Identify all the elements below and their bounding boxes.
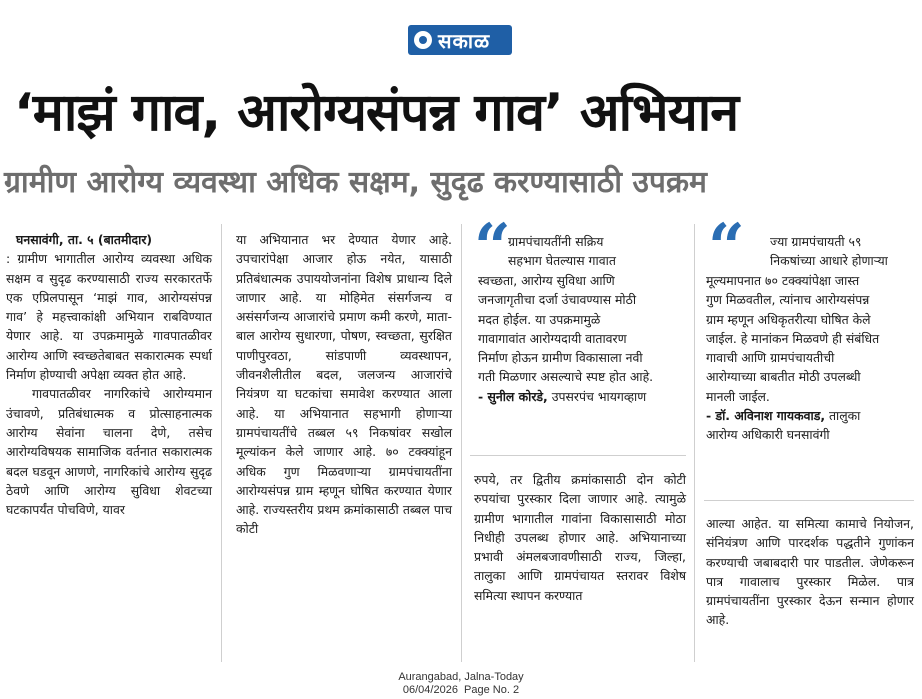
article-column-1: [6, 230, 212, 519]
quote-line: निर्माण होऊन ग्रामीण विकासाला नवी: [478, 350, 643, 366]
date-page-label: 06/04/2026 Page No. 2: [402, 684, 520, 696]
quote-line: गावाची आणि ग्रामपंचायतीची: [706, 350, 835, 366]
quote-line: मूल्यमापनात ७० टक्क्यांपेक्षा जास्त: [706, 273, 860, 288]
quote-line: ज्या ग्रामपंचायती ५९: [770, 234, 862, 249]
quote-line: ग्रामपंचायतींनी सक्रिय: [508, 234, 604, 249]
quote-mark-icon: “: [474, 210, 511, 285]
column-divider: [221, 224, 222, 662]
column-divider: [461, 224, 462, 662]
quote-author: - सुनील कोरडे,: [478, 388, 548, 404]
article-paragraph: या अभियानात भर देण्यात येणार आहे. उपचारांपेक्षा आजार होऊ नयेत, यासाठी प्रतिबंधात्मक उपाययोजनांना विशेष प्राधान्य दिले जाणार आहे. या मोहिमेत संसर्गजन्य व असंसर्गजन्य आजारांचे प्रमाण कमी करणे, माता-बाल आरोग्य सुधारणा, पोषण, स्वच्छता, सुरक्षित पाणीपुरवठा, सांडपाणी व्यवस्थापन, जीवनशैलीतील बदल, जलजन्य आजारांचे नियंत्रण या घटकांचा समावेश करण्यात आला आहे. या अभियानात सहभागी होणाऱ्या ग्रामपंचायतींचे तब्बल ५९ निकषांवर सखोल मूल्यांकन केले जाणार आहे. ७० टक्क्यांहून अधिक गुण मिळवणाऱ्या ग्रामपंचायतींना आरोग्यसंपन्न ग्राम म्हणून घोषित करण्यात येणार आहे. राज्यस्तरीय प्रथम क्रमांकासाठी तब्बल पाच कोटी: [236, 232, 452, 537]
column-divider: [694, 224, 695, 662]
quote-box-1: [508, 232, 688, 271]
article-paragraph: : ग्रामीण भागातील आरोग्य व्यवस्था अधिक सक्षम व सुदृढ करण्यासाठी राज्य सरकारतर्फे एक एप्रिलपासून ‘माझं गाव, आरोग्यसंपन्न गाव’ हे महत्त्वाकांक्षी अभियान राबविण्यात येणार आहे. या उपक्रमामुळे गावपातळीवर आरोग्य आणि स्वच्छतेबाबत सकारात्मक स्पर्धा निर्माण होण्याची अपेक्षा व्यक्त होत आहे.: [6, 251, 212, 383]
headline: ‘माझं गाव, आरोग्यसंपन्न गाव’ अभियान: [14, 83, 739, 143]
quote-line: निकषांच्या आधारे होणाऱ्या: [770, 253, 888, 269]
quote-author-role: तालुका: [825, 408, 861, 424]
page-footer: [0, 671, 922, 697]
quote-line: गुण मिळवतील, त्यांनाच आरोग्यसंपन्न: [706, 292, 870, 308]
article-paragraph: रुपये, तर द्वितीय क्रमांकासाठी दोन कोटी रुपयांचा पुरस्कार दिला जाणार आहे. त्यामुळे ग्रामीण भागातील गावांना विकासासाठी मोठा निधीही उपलब्ध होणार आहे. अभियानाच्या प्रभावी अंमलबजावणीसाठी राज्य, जिल्हा, तालुका आणि ग्रामपंचायत स्तरावर विशेष समित्या स्थापन करण्यात: [474, 472, 686, 603]
quote-line: ग्राम म्हणून अधिकृतरीत्या घोषित केले: [706, 311, 871, 327]
quote-line: जनजागृतीचा दर्जा उंचावण्यास मोठी: [478, 292, 637, 308]
sakal-logo: [408, 25, 512, 55]
article-paragraph: आल्या आहेत. या समित्या कामाचे नियोजन, संनियंत्रण आणि पारदर्शक पद्धतीने गुणांकन करण्याची जबाबदारी पार पाडतील. जेणेकरून पात्र गावालाच पुरस्कार मिळेल. पात्र ग्रामपंचायतींना पुरस्कार देऊन सन्मान होणार आहे.: [706, 516, 914, 628]
quote-separator: [470, 455, 686, 456]
quote-box-1-body: [478, 271, 688, 406]
quote-author-role: उपसरपंच भायगव्हाण: [547, 388, 647, 404]
sakal-emblem-icon: [414, 31, 432, 49]
article-column-2: [236, 230, 452, 539]
quote-line: जाईल. हे मानांकन मिळवणे ही संबंधित: [706, 330, 880, 346]
quote-line: मानली जाईल.: [706, 388, 770, 404]
quote-line: आरोग्याच्या बाबतीत मोठी उपलब्धी: [706, 369, 861, 385]
quote-line: स्वच्छता, आरोग्य सुविधा आणि: [478, 273, 615, 288]
edition-label: Aurangabad, Jalna-Today: [398, 671, 524, 683]
logo-text: सकाळ: [438, 28, 491, 53]
quote-mark-icon: “: [708, 210, 745, 285]
quote-author-role-line-2: आरोग्य अधिकारी घनसावंगी: [706, 427, 830, 443]
quote-box-2-body: [706, 271, 916, 445]
quote-line: सहभाग घेतल्यास गावात: [508, 253, 616, 269]
quote-author: - डॉ. अविनाश गायकवाड,: [706, 408, 826, 424]
article-column-4: [706, 514, 914, 630]
quote-line: मदत होईल. या उपक्रमामुळे: [478, 311, 601, 327]
subheadline: ग्रामीण आरोग्य व्यवस्था अधिक सक्षम, सुदृढ करण्यासाठी उपक्रम: [4, 165, 707, 200]
dateline: घनसावंगी, ता. ५ (बातमीदार): [16, 232, 153, 247]
quote-attribution: [706, 406, 916, 425]
article-column-3: [474, 470, 686, 605]
quote-line: गती मिळणार असल्याचे स्पष्ट होत आहे.: [478, 369, 654, 385]
quote-line: गावागावांत आरोग्यदायी वातावरण: [478, 330, 627, 346]
quote-box-2: [770, 232, 910, 271]
quote-separator: [704, 500, 914, 501]
quote-attribution: [478, 387, 688, 406]
article-paragraph: गावपातळीवर नागरिकांचे आरोग्यमान उंचावणे, प्रतिबंधात्मक व प्रोत्साहनात्मक आरोग्य सेवांना चालना देणे, तसेच आरोग्यविषयक सामाजिक वर्तनात सकारात्मक बदल घडवून आणणे, नागरिकांचे आरोग्य सुदृढ ठेवणे आणि आरोग्य सुविधा शेवटच्या घटकापर्यंत पोचविणे, यावर: [6, 386, 212, 518]
